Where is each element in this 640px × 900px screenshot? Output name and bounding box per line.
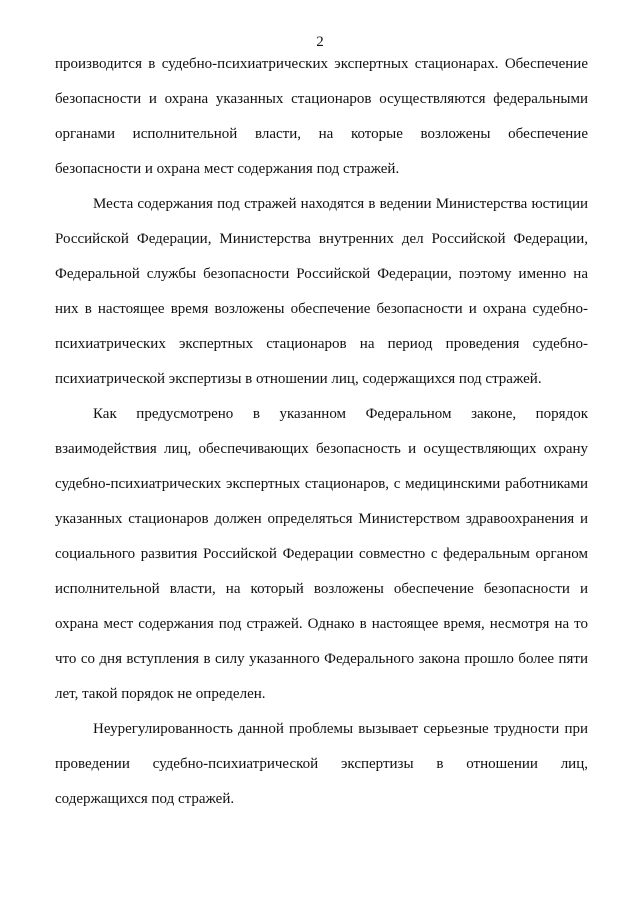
text-line: производится в судебно-психиатрических экспертных стационарах. Обеспечение <box>55 56 588 72</box>
text-line: Места содержания под стражей находятся в ведении Министерства юстиции <box>93 196 588 212</box>
text-line: взаимодействия лиц, обеспечивающих безопасность и осуществляющих охрану <box>55 441 588 457</box>
text-line: указанных стационаров должен определяться Министерством здравоохранения и <box>55 511 588 527</box>
text-line: социального развития Российской Федерации совместно с федеральным органом <box>55 546 588 562</box>
text-line: судебно-психиатрических экспертных стационаров, с медицинскими работниками <box>55 476 588 492</box>
text-line: содержащихся под стражей. <box>55 791 235 807</box>
text-line: них в настоящее время возложены обеспечение безопасности и охрана судебно- <box>55 301 588 317</box>
text-line: Федеральной службы безопасности Российской Федерации, поэтому именно на <box>55 266 588 282</box>
text-line: проведении судебно-психиатрической экспертизы в отношении лиц, <box>55 756 588 772</box>
text-line: Как предусмотрено в указанном Федеральном законе, порядок <box>93 406 588 422</box>
text-line: Неурегулированность данной проблемы вызывает серьезные трудности при <box>93 721 588 737</box>
text-line: Российской Федерации, Министерства внутренних дел Российской Федерации, <box>55 231 588 247</box>
text-line: исполнительной власти, на который возложены обеспечение безопасности и <box>55 581 588 597</box>
text-line: психиатрической экспертизы в отношении лиц, содержащихся под стражей. <box>55 371 542 387</box>
text-line: лет, такой порядок не определен. <box>55 686 266 702</box>
text-line: органами исполнительной власти, на которые возложены обеспечение <box>55 126 588 142</box>
text-line: безопасности и охрана указанных стационаров осуществляются федеральными <box>55 91 588 107</box>
text-line: что со дня вступления в силу указанного Федерального закона прошло более пяти <box>55 651 588 667</box>
text-line: безопасности и охрана мест содержания под стражей. <box>55 161 400 177</box>
text-line: охрана мест содержания под стражей. Однако в настоящее время, несмотря на то <box>55 616 588 632</box>
page-number: 2 <box>316 34 324 50</box>
text-line: психиатрических экспертных стационаров на период проведения судебно- <box>55 336 588 352</box>
